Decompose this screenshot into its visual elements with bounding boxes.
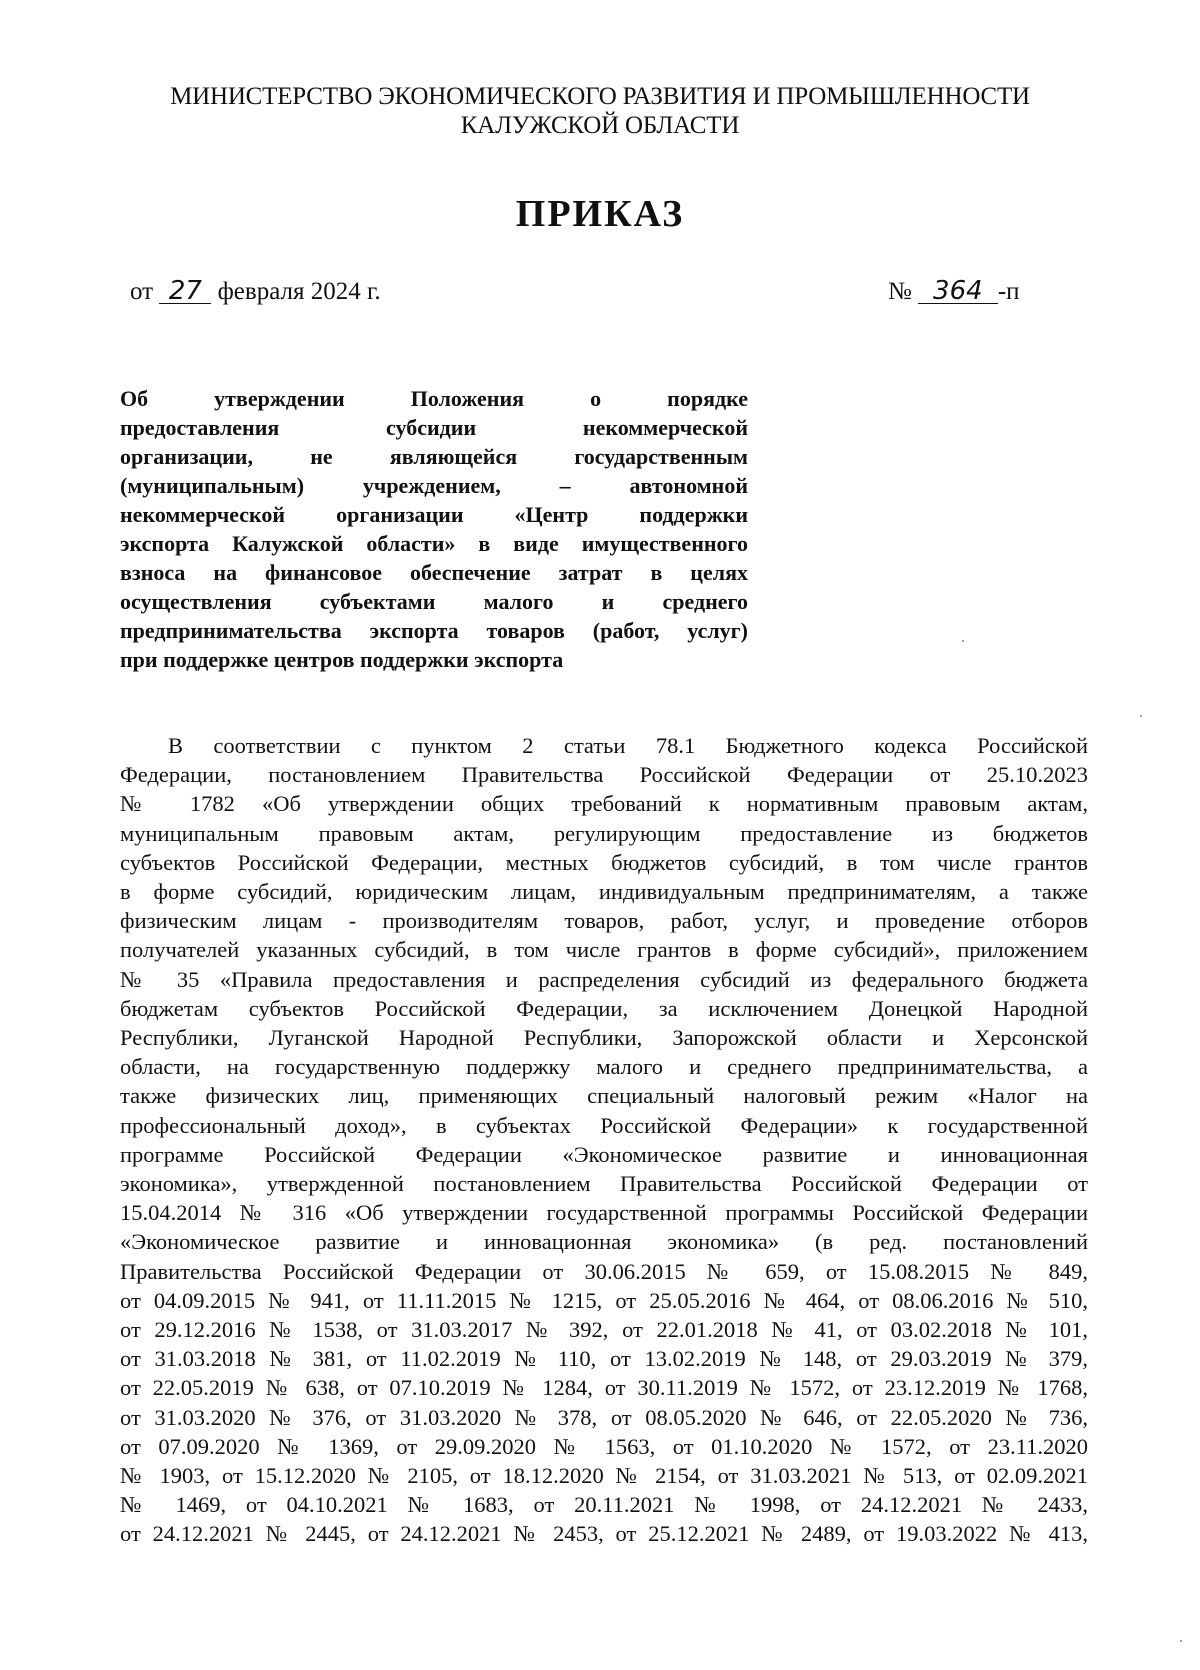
number-suffix: -п <box>997 278 1020 305</box>
scan-speck <box>962 640 964 642</box>
body-line: от 31.03.2018 № 381, от 11.02.2019 № 110, от 13.02.2019 № 148, от 29.03.2019 № 379, <box>120 1346 1088 1372</box>
subject-line: некоммерческой организации «Центр поддержки <box>120 502 748 527</box>
subject-line: предпринимательства экспорта товаров (работ, услуг) <box>120 618 748 643</box>
body-line: от 07.09.2020 № 1369, от 29.09.2020 № 1563, от 01.10.2020 № 1572, от 23.11.2020 <box>120 1433 1088 1459</box>
body-line: в форме субсидий, юридическим лицам, индивидуальным предпринимателям, а также <box>120 879 1088 905</box>
subject-line: организации, не являющейся государственным <box>120 444 748 469</box>
subject-line: осуществления субъектами малого и среднего <box>120 589 748 614</box>
body-line: муниципальным правовым актам, регулирующим предоставление из бюджетов <box>120 820 1088 846</box>
body-line: от 22.05.2019 № 638, от 07.10.2019 № 1284, от 30.11.2019 № 1572, от 23.12.2019 № 1768, <box>120 1375 1088 1401</box>
body-line: В соответствии с пунктом 2 статьи 78.1 Бюджетного кодекса Российской <box>168 733 1088 758</box>
subject-line: (муниципальным) учреждением, – автономной <box>120 473 748 498</box>
ministry-header <box>0 82 1200 140</box>
date-prefix: от <box>130 278 154 305</box>
subject-line: предоставления субсидии некоммерческой <box>120 415 748 440</box>
order-body <box>120 731 1088 1549</box>
body-line: от 04.09.2015 № 941, от 11.11.2015 № 1215, от 25.05.2016 № 464, от 08.06.2016 № 510, <box>120 1287 1088 1313</box>
body-line: Федерации, постановлением Правительства Российской Федерации от 25.10.2023 <box>120 762 1088 788</box>
subject-line: Об утверждении Положения о порядке <box>120 386 748 411</box>
body-line: субъектов Российской Федерации, местных бюджетов субсидий, в том числе грантов <box>120 849 1088 875</box>
body-line: также физических лиц, применяющих специальный налоговый режим «Налог на <box>120 1083 1088 1109</box>
body-line: получателей указанных субсидий, в том числе грантов в форме субсидий», приложением <box>120 937 1088 963</box>
body-line: № 1469, от 04.10.2021 № 1683, от 20.11.2021 № 1998, от 24.12.2021 № 2433, <box>120 1492 1088 1518</box>
body-line: от 29.12.2016 № 1538, от 31.03.2017 № 392, от 22.01.2018 № 41, от 03.02.2018 № 101, <box>120 1317 1088 1343</box>
body-line: бюджетам субъектов Российской Федерации, за исключением Донецкой Народной <box>120 995 1088 1021</box>
subject-line: экспорта Калужской области» в виде имущественного <box>120 531 748 556</box>
body-line: от 31.03.2020 № 376, от 31.03.2020 № 378, от 08.05.2020 № 646, от 22.05.2020 № 736, <box>120 1404 1088 1430</box>
body-line: Республики, Луганской Народной Республики, Запорожской области и Херсонской <box>120 1025 1088 1051</box>
body-line: области, на государственную поддержку малого и среднего предпринимательства, а <box>120 1054 1088 1080</box>
handwritten-day: 27 <box>159 279 211 304</box>
body-line: Правительства Российской Федерации от 30.06.2015 № 659, от 15.08.2015 № 849, <box>120 1258 1088 1284</box>
scan-speck <box>1140 715 1142 717</box>
document-type-title: ПРИКАЗ <box>515 193 685 235</box>
subject-line: взноса на финансовое обеспечение затрат в целях <box>120 560 748 585</box>
body-line: № 35 «Правила предоставления и распределения субсидий из федерального бюджета <box>120 966 1088 992</box>
handwritten-number: 364 <box>918 279 998 304</box>
body-line: № 1903, от 15.12.2020 № 2105, от 18.12.2020 № 2154, от 31.03.2021 № 513, от 02.09.2021 <box>120 1463 1088 1489</box>
order-subject <box>120 384 748 674</box>
order-date <box>130 278 381 306</box>
body-line: экономика», утвержденной постановлением Правительства Российской Федерации от <box>120 1171 1088 1197</box>
date-month-year: февраля 2024 г. <box>217 278 381 305</box>
order-number <box>888 278 1020 306</box>
scan-speck <box>1180 1640 1182 1642</box>
body-line: профессиональный доход», в субъектах Российской Федерации» к государственной <box>120 1112 1088 1138</box>
body-line: № 1782 «Об утверждении общих требований к нормативным правовым актам, <box>120 791 1088 817</box>
number-sign: № <box>888 278 912 305</box>
body-line: физическим лицам - производителям товаров, работ, услуг, и проведение отборов <box>120 908 1088 934</box>
ministry-name-line1: МИНИСТЕРСТВО ЭКОНОМИЧЕСКОГО РАЗВИТИЯ И ПРОМЫШЛЕННОСТИ <box>170 83 1030 110</box>
body-line: 15.04.2014 № 316 «Об утверждении государственной программы Российской Федерации <box>120 1200 1088 1226</box>
body-line: «Экономическое развитие и инновационная экономика» (в ред. постановлений <box>120 1229 1088 1255</box>
subject-line: при поддержке центров поддержки экспорта <box>120 647 564 672</box>
ministry-name-line2: КАЛУЖСКОЙ ОБЛАСТИ <box>460 112 740 139</box>
body-line: от 24.12.2021 № 2445, от 24.12.2021 № 2453, от 25.12.2021 № 2489, от 19.03.2022 № 413, <box>120 1521 1088 1547</box>
body-line: программе Российской Федерации «Экономическое развитие и инновационная <box>120 1141 1088 1167</box>
